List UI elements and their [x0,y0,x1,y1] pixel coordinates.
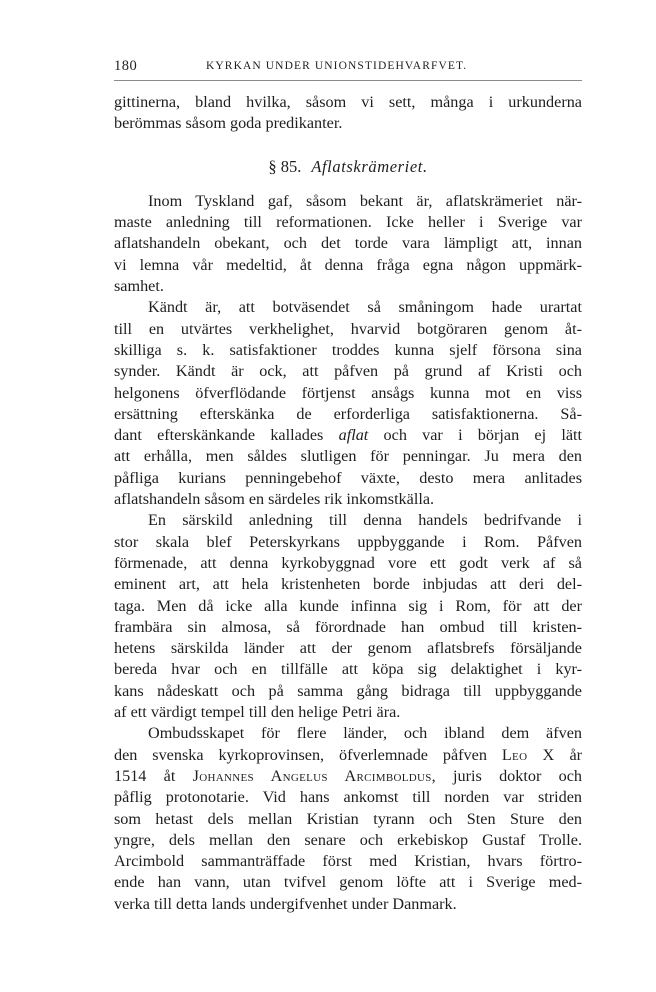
section-heading [114,156,582,177]
text-run: den svenska kyrkoprovinsen, öfverlemnade påfven [114,745,487,764]
page-number: 180 [114,58,138,74]
text-run: år [569,745,583,764]
text-line: hetens särskilda länder att der genom aflatsbrefs försäljande [114,639,582,658]
text-line: förmenade, att denna kyrkobyggnad vore ett godt verk af så [114,553,582,572]
name-arcimboldus: Johannes Angelus Arcimboldus [192,766,432,785]
text-line: eminent art, att hela kristenheten borde inbjudas att deri del- [114,575,582,594]
text-line: frambära sin almosa, så förordnade han ombud till kristen- [114,617,582,636]
text-line: berömmas såsom goda predikanter. [114,114,343,133]
text-line: kans nådeskatt och på samma gång bidraga till uppbyggande [114,681,582,700]
text-line: aflatshandeln obekant, och det torde vara lämpligt att, innan [114,234,582,253]
text-line: taga. Men då icke alla kunde infinna sig i Rom, för att der [114,596,582,615]
text-run: dant efterskänkande kallades [114,426,324,445]
text-line: gittinerna, bland hvilka, såsom vi sett, många i urkunderna [114,93,582,111]
running-title: KYRKAN UNDER UNIONSTIDEHVARFVET. [206,60,468,72]
emphasis-aflat: aflat [338,426,369,445]
name-leo-x: Leo X [501,745,555,764]
text-line: helgonens öfverflödande förtjenst ansågs kunna mot en viss [114,383,582,402]
text-line: bereda hvar och en tillfälle att köpa sig delaktighet i kyr- [114,660,582,679]
text-line: samhet. [114,277,164,296]
text-line [114,766,582,787]
text-line: stor skala blef Peterskyrkans uppbyggande i Rom. Påfven [114,532,582,551]
text-line: Kändt är, att botväsendet så småningom hade urartat [148,298,582,317]
text-line: påflig protonotarie. Vid hans ankomst till norden var striden [114,788,582,807]
text-line: ersättning efterskänka de erforderliga satisfaktionerna. Så- [114,404,582,423]
text-run: och var i början ej lätt [383,426,582,445]
text-line: af ett värdigt tempel till den helige Petri ära. [114,703,401,722]
text-line: att erhålla, men såldes slutligen för penningar. Ju mera den [114,447,582,466]
text-line [114,425,582,446]
text-line: synder. Kändt är ock, att påfven på grund af Kristi och [114,362,582,381]
text-line: påfliga kurians penningebehof växte, desto mera anlitades [114,468,582,487]
header-rule [114,80,582,81]
text-line: ende han vann, utan tvifvel genom löfte att i Sverige med- [114,873,582,892]
text-line: som hetast dels mellan Kristian tyrann och Sten Sture den [114,809,582,828]
section-title: Aflatskrämeriet. [311,156,428,176]
text-line: maste anledning till reformationen. Icke heller i Sverige var [114,213,582,232]
text-line: En särskild anledning till denna handels bedrifvande i [148,511,582,530]
text-line: Inom Tyskland gaf, såsom bekant är, aflatskrämeriet när- [148,191,582,210]
text-line: verka till detta lands undergifvenhet under Danmark. [114,894,457,913]
text-run: , juris doktor och [431,766,583,785]
text-run: 1514 åt [114,766,176,785]
body-text [114,92,582,915]
text-line: yngre, dels mellan den senare och erkebiskop Gustaf Trolle. [114,830,582,849]
section-number: § 85. [268,156,302,176]
text-line [114,745,582,766]
text-line: Ombudsskapet för flere länder, och ibland dem äfven [148,724,582,743]
text-line: Arcimbold sammanträffade först med Kristian, hvars förtro- [114,852,582,871]
text-line: skilliga s. k. satisfaktioner troddes kunna sjelf försona sina [114,340,582,359]
running-head [114,58,582,80]
text-line: aflatshandeln såsom en särdeles rik inkomstkälla. [114,490,435,509]
text-line: vi lemna vår medeltid, åt denna fråga egna någon uppmärk- [114,255,582,274]
text-line: till en utvärtes verkhelighet, hvarvid botgöraren genom åt- [114,319,582,338]
